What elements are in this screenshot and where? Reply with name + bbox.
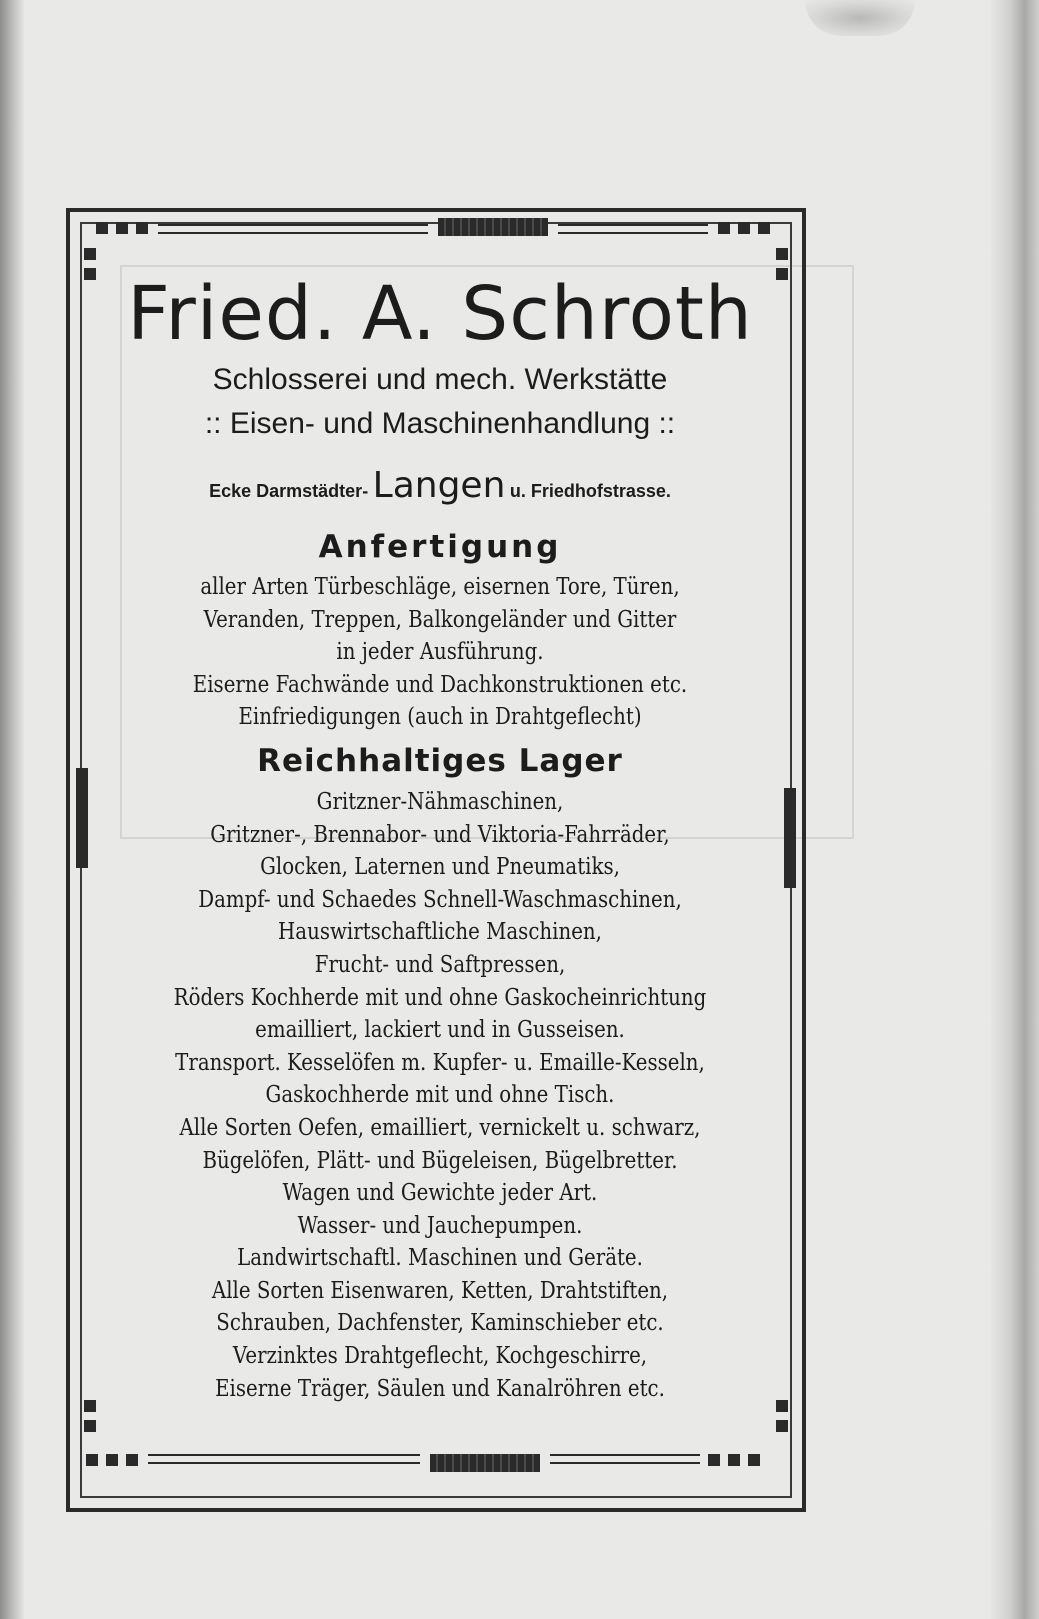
frame-rule [558,224,708,234]
frame-rule [550,1454,700,1464]
address-city: Langen [372,465,506,506]
production-line: Eiserne Fachwände und Dachkonstruktionen etc. [192,671,688,698]
frame-ornament [84,1400,96,1412]
stock-line: Alle Sorten Oefen, emailliert, vernickelt u. schwarz, [179,1114,701,1141]
production-line: in jeder Ausführung. [336,639,544,666]
address-line [100,458,780,521]
frame-ornament [84,268,96,280]
address-prefix: Ecke Darmstädter- [209,481,369,501]
stock-line: Frucht- und Saftpressen, [314,951,566,978]
frame-ornament [776,1420,788,1432]
frame-side-bar [76,768,88,868]
frame-ornament [758,222,770,234]
frame-ornament [136,222,148,234]
frame-side-bar [784,788,796,888]
frame-ornament [86,1454,98,1466]
stock-line: Gritzner-Nähmaschinen, [316,788,564,815]
frame-ornament [708,1454,720,1466]
frame-band-bottom [430,1454,540,1472]
stock-line: Gaskochherde mit und ohne Tisch. [265,1082,615,1109]
frame-ornament [776,248,788,260]
tagline-trade: :: Eisen- und Maschinenhandlung :: [204,407,676,440]
paper-stain [805,0,915,36]
stock-line: Glocken, Laternen und Pneumatiks, [260,854,620,881]
address-suffix: u. Friedhofstrasse. [509,481,671,501]
tagline-workshop: Schlosserei und mech. Werkstätte [212,363,668,396]
stock-line: Verzinktes Drahtgeflecht, Kochgeschirre, [232,1343,648,1370]
frame-ornament [106,1454,118,1466]
frame-band-top [438,218,548,236]
stock-line: Transport. Kesselöfen m. Kupfer- u. Emaille-Kesseln, [175,1049,705,1076]
frame-ornament [718,222,730,234]
page-left-edge [0,0,24,1619]
section-heading-stock: Reichhaltiges Lager [257,742,623,779]
frame-ornament [728,1454,740,1466]
stock-line: Bügelöfen, Plätt- und Bügeleisen, Bügelbretter. [202,1147,678,1174]
production-line: aller Arten Türbeschläge, eisernen Tore, Türen, [200,574,680,600]
stock-line: Röders Kochherde mit und ohne Gaskocheinrichtung [173,984,707,1011]
firm-name: Fried. A. Schroth [127,271,753,357]
frame-ornament [84,248,96,260]
frame-rule [148,1454,420,1464]
production-line: Einfriedigungen (auch in Drahtgeflecht) [238,704,642,731]
stock-line: emailliert, lackiert und in Gusseisen. [255,1017,625,1044]
frame-ornament [84,1420,96,1432]
frame-ornament [126,1454,138,1466]
stock-line: Gritzner-, Brennabor- und Viktoria-Fahrräder, [210,821,670,848]
frame-ornament [116,222,128,234]
production-line: Veranden, Treppen, Balkongeländer und Gitter [203,606,677,633]
stock-line: Wasser- und Jauchepumpen. [297,1212,583,1239]
section-heading-production: Anfertigung [318,529,562,565]
frame-rule [158,224,428,234]
stock-line: Alle Sorten Eisenwaren, Ketten, Drahtstiften, [211,1277,669,1304]
advertisement [100,270,780,1405]
stock-line: Eiserne Träger, Säulen und Kanalröhren etc. [215,1375,665,1402]
page-right-edge [991,0,1039,1619]
frame-ornament [748,1454,760,1466]
frame-ornament [96,222,108,234]
stock-line: Dampf- und Schaedes Schnell-Waschmaschinen, [198,886,682,913]
stock-line: Landwirtschaftl. Maschinen und Geräte. [237,1245,643,1272]
frame-ornament [738,222,750,234]
stock-line: Wagen und Gewichte jeder Art. [282,1180,598,1207]
stock-line: Hauswirtschaftliche Maschinen, [278,919,602,946]
stock-line: Schrauben, Dachfenster, Kaminschieber etc. [216,1310,664,1337]
